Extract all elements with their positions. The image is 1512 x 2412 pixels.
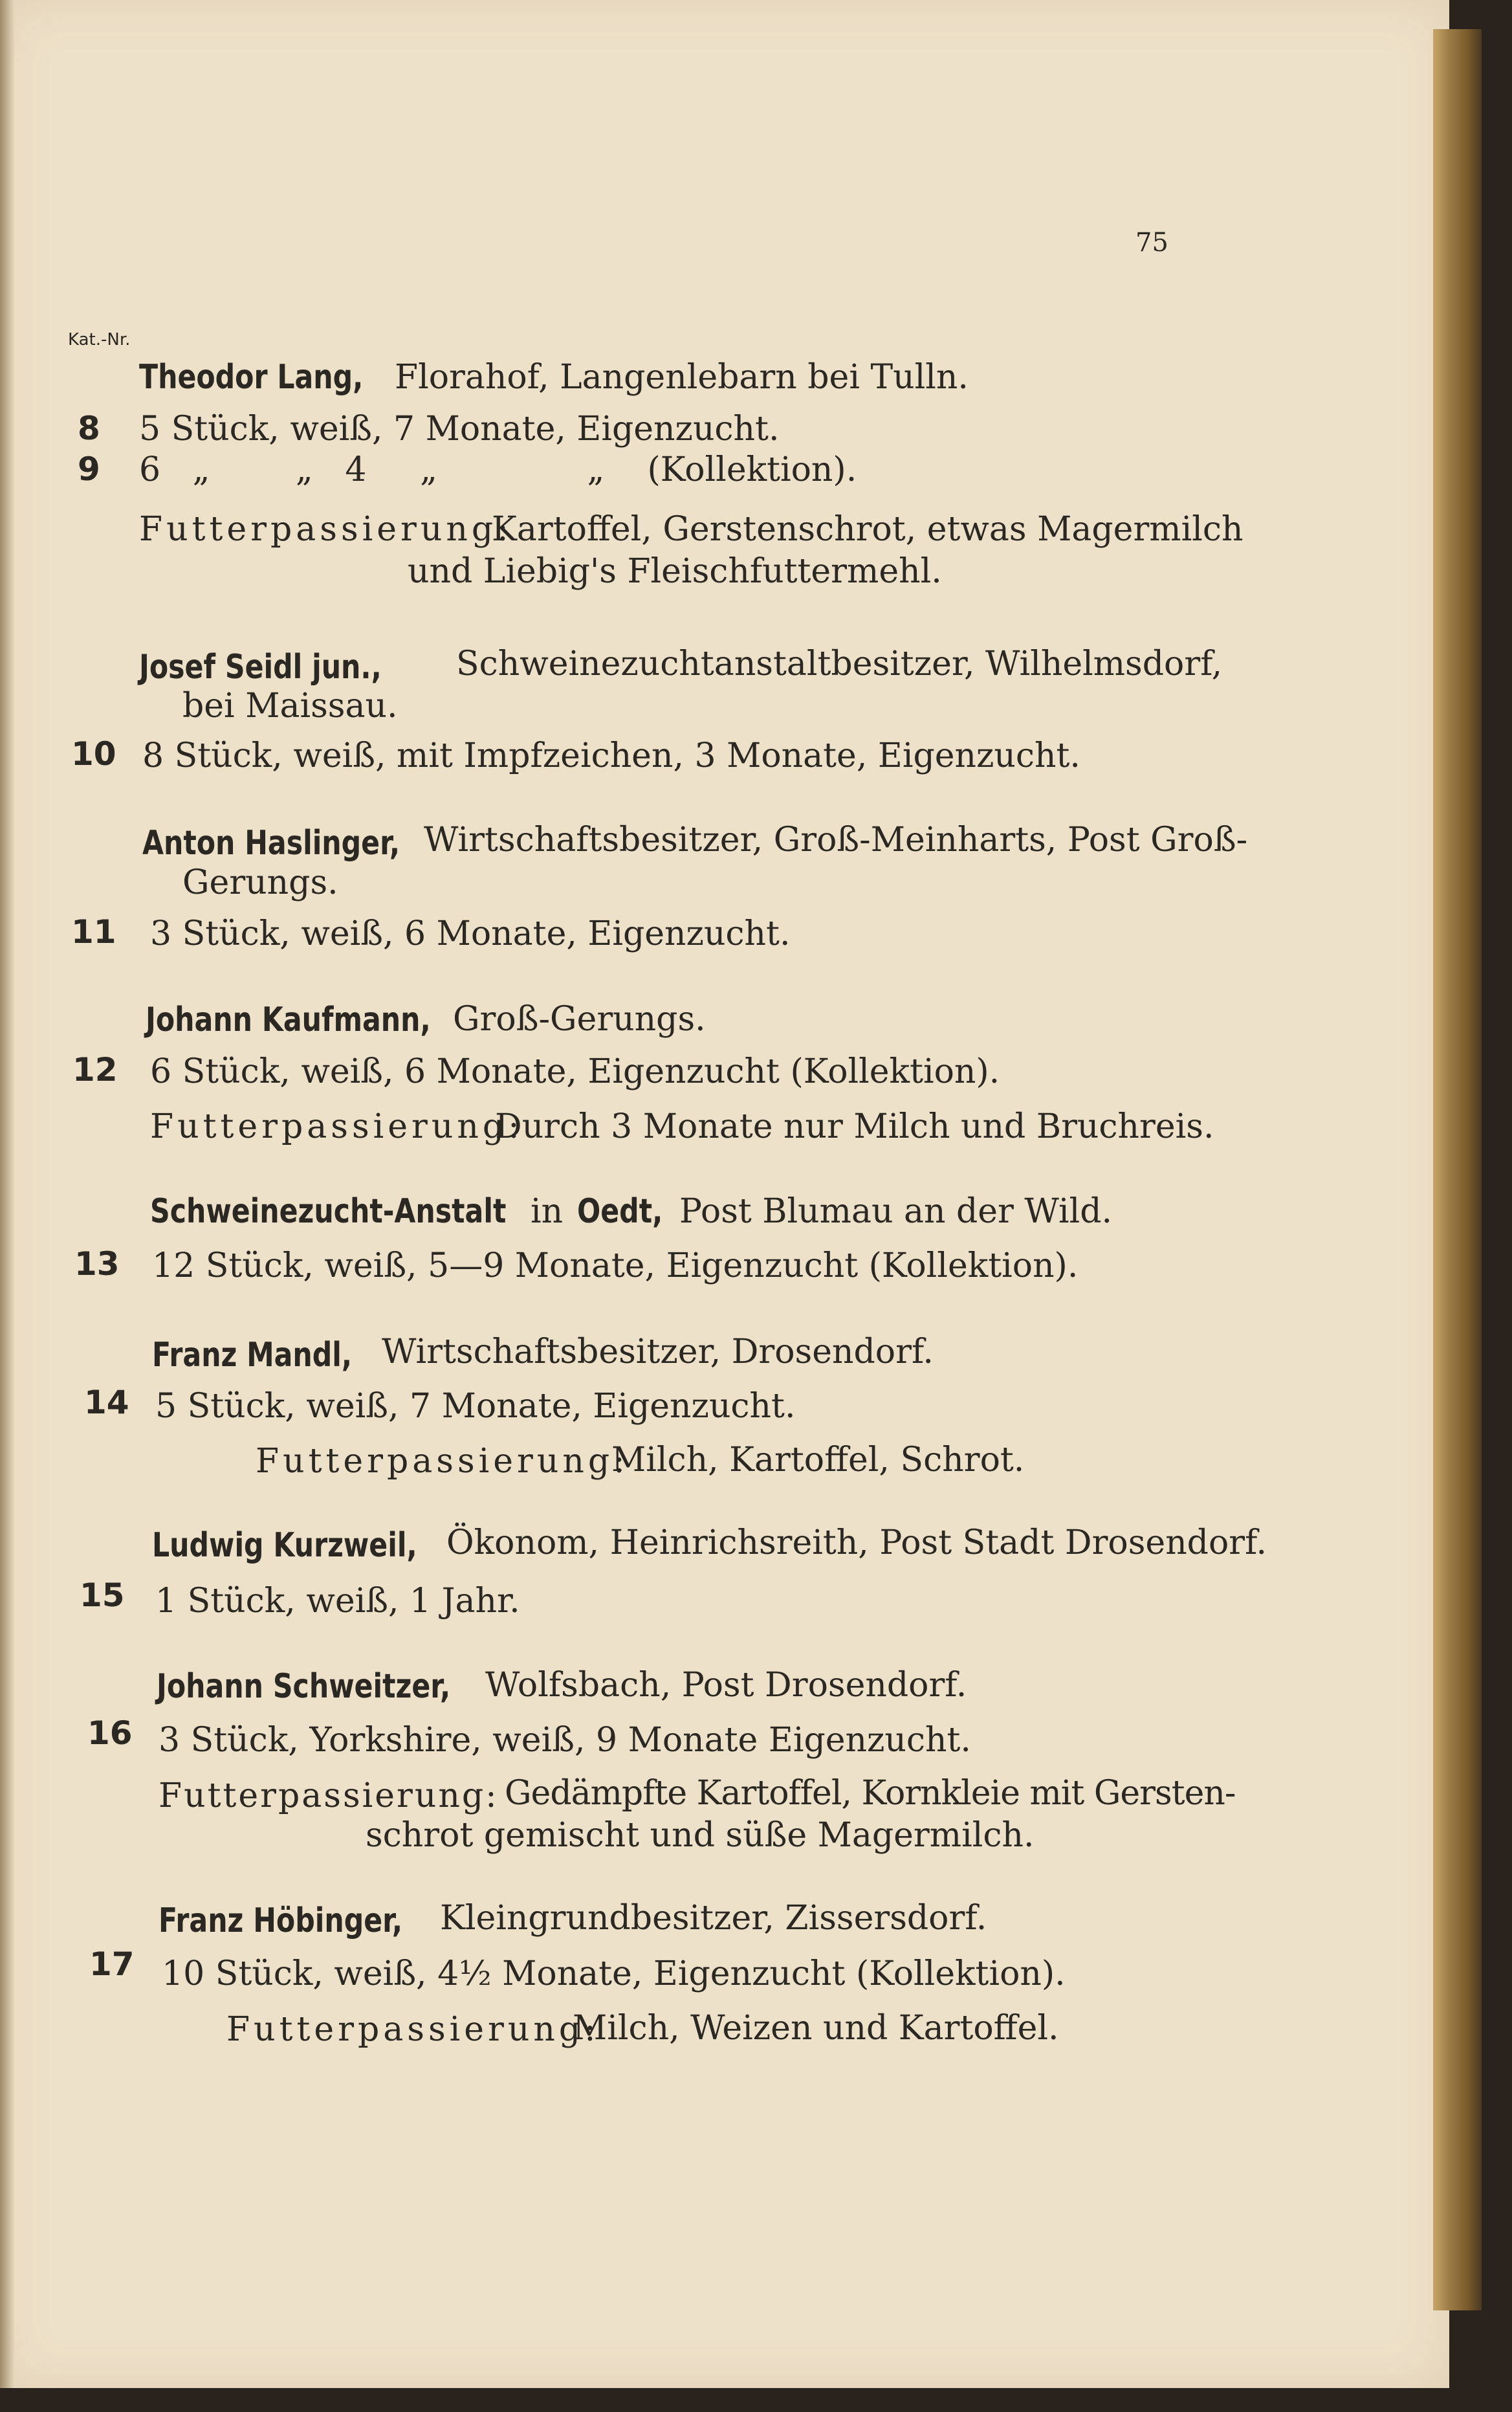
exhibitor-address: Wolfsbach, Post Drosendorf. [485, 1666, 967, 1705]
catalog-number: 8 [78, 410, 100, 447]
item-description: 6 Stück, weiß, 6 Monate, Eigenzucht (Kollektion). [150, 1052, 1000, 1091]
catalog-number: 14 [84, 1384, 129, 1421]
exhibitor-name: Franz Höbinger, [159, 1901, 403, 1940]
exhibitor-name: Johann Kaufmann, [146, 1001, 431, 1039]
catalog-number: 10 [71, 735, 116, 773]
catalog-number: 13 [74, 1245, 120, 1283]
item-description: 1 Stück, weiß, 1 Jahr. [155, 1582, 520, 1621]
feed-text: Durch 3 Monate nur Milch und Bruchreis. [495, 1107, 1214, 1146]
feed-label: Futterpassierung: [150, 1107, 523, 1146]
catalog-number: 15 [80, 1577, 125, 1614]
feed-text: Milch, Weizen und Kartoffel. [573, 2009, 1059, 2048]
exhibitor-name: Johann Schweitzer, [157, 1667, 451, 1706]
item-description: 5 Stück, weiß, 7 Monate, Eigenzucht. [139, 410, 780, 448]
feed-label: Futterpassierung: [256, 1442, 629, 1481]
item-description: 8 Stück, weiß, mit Impfzeichen, 3 Monate, Eigenzucht. [142, 736, 1080, 775]
feed-text: Kartoffel, Gerstenschrot, etwas Magermilch [492, 510, 1244, 549]
feed-text: Milch, Kartoffel, Schrot. [611, 1441, 1025, 1479]
exhibitor-location: Oedt, [577, 1192, 663, 1231]
page-gutter [0, 0, 14, 2388]
catalog-number: 17 [89, 1945, 135, 1983]
catalog-number: 16 [87, 1714, 133, 1752]
exhibitor-name: Anton Haslinger, [142, 824, 400, 863]
exhibitor-name: Ludwig Kurzweil, [152, 1526, 417, 1565]
exhibitor-address: Kleingrundbesitzer, Zissersdorf. [440, 1899, 987, 1938]
exhibitor-address: Post Blumau an der Wild. [679, 1192, 1113, 1231]
exhibitor-address: Wirtschaftsbesitzer, Drosendorf. [382, 1333, 934, 1371]
feed-text-continued: und Liebig's Fleischfuttermehl. [408, 552, 942, 591]
item-description: 10 Stück, weiß, 4½ Monate, Eigenzucht (Kollektion). [162, 1954, 1066, 1993]
exhibitor-name: Franz Mandl, [152, 1336, 353, 1375]
feed-label: Futterpassierung: [139, 510, 512, 549]
exhibitor-address: Schweinezuchtanstaltbesitzer, Wilhelmsdorf, [456, 645, 1223, 683]
exhibitor-address: Florahof, Langenlebarn bei Tulln. [395, 358, 969, 397]
column-label: Kat.-Nr. [68, 330, 131, 349]
catalog-number: 9 [78, 450, 100, 488]
item-description: 3 Stück, Yorkshire, weiß, 9 Monate Eigenzucht. [159, 1721, 971, 1760]
item-description: 3 Stück, weiß, 6 Monate, Eigenzucht. [150, 914, 791, 953]
item-description: 6 „ „ 4 „ „ (Kollektion). [139, 450, 857, 489]
feed-label: Futterpassierung: [159, 1776, 499, 1815]
exhibitor-address: Wirtschaftsbesitzer, Groß-Meinharts, Post Groß- [424, 821, 1248, 859]
page-number: 75 [1135, 228, 1168, 258]
exhibitor-name: Schweinezucht-Anstalt [150, 1192, 507, 1231]
feed-text-continued: schrot gemischt und süße Magermilch. [366, 1816, 1035, 1855]
exhibitor-name-connector: in [531, 1192, 564, 1231]
exhibitor-name: Josef Seidl jun., [139, 648, 382, 687]
exhibitor-address-continued: bei Maissau. [182, 687, 398, 725]
catalog-number: 12 [72, 1051, 118, 1089]
exhibitor-address-continued: Gerungs. [182, 863, 338, 902]
exhibitor-address: Ökonom, Heinrichsreith, Post Stadt Drosendorf. [446, 1523, 1267, 1562]
book-edge [1433, 29, 1482, 2310]
item-description: 12 Stück, weiß, 5—9 Monate, Eigenzucht (Kollektion). [152, 1246, 1079, 1285]
item-description: 5 Stück, weiß, 7 Monate, Eigenzucht. [155, 1387, 796, 1426]
feed-text: Gedämpfte Kartoffel, Kornkleie mit Gersten- [505, 1774, 1236, 1813]
exhibitor-name: Theodor Lang, [139, 358, 364, 397]
catalog-number: 11 [71, 913, 116, 951]
exhibitor-address: Groß-Gerungs. [453, 1000, 706, 1039]
feed-label: Futterpassierung: [226, 2010, 600, 2049]
